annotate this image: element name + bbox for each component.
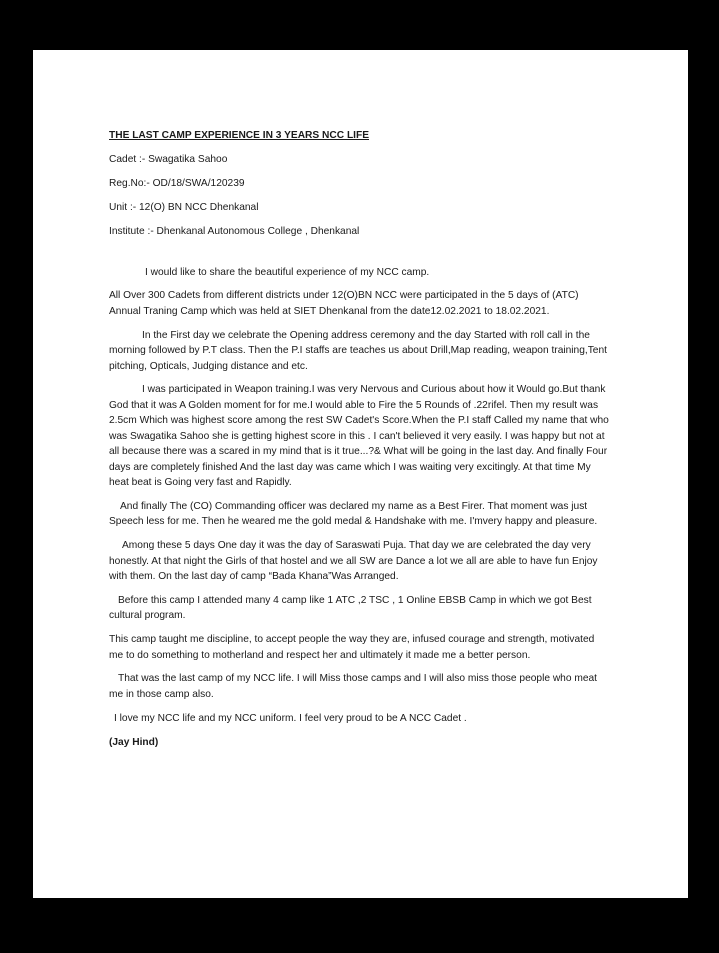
paragraph-lessons: This camp taught me discipline, to accept people the way they are, infused courage and strength, motivated me to do something to motherland and respect her and ultimately it made me a better person. bbox=[109, 634, 595, 661]
document-page bbox=[33, 50, 688, 898]
cadet-name: Cadet :- Swagatika Sahoo bbox=[109, 153, 228, 165]
paragraph-closing: I love my NCC life and my NCC uniform. I feel very proud to be A NCC Cadet . bbox=[114, 712, 467, 724]
institute: Institute :- Dhenkanal Autonomous College , Dhenkanal bbox=[109, 225, 360, 237]
paragraph-camp-details: All Over 300 Cadets from different districts under 12(O)BN NCC were participated in the 5 days of (ATC) Annual Traning Camp which was held at SIET Dhenkanal from the date12.02.2021 to 18.02.2021. bbox=[109, 290, 579, 317]
paragraph-last-camp: That was the last camp of my NCC life. I will Miss those camps and I will also miss those people who meat me in those camp also. bbox=[109, 673, 597, 700]
paragraph-best-firer: And finally The (CO) Commanding officer was declared my name as a Best Firer. That moment was just Speech less for me. Then he weared me the gold medal & Handshake with me. I'mvery happy and pleasure. bbox=[109, 500, 598, 528]
unit: Unit :- 12(O) BN NCC Dhenkanal bbox=[109, 201, 259, 213]
registration-number: Reg.No:- OD/18/SWA/120239 bbox=[109, 177, 245, 189]
document-title: THE LAST CAMP EXPERIENCE IN 3 YEARS NCC LIFE bbox=[109, 130, 370, 141]
document-body bbox=[109, 128, 609, 750]
paragraph-weapon-training: I was participated in Weapon training.I was very Nervous and Curious about how it Would go.But thank God that it was A Golden moment for for me.I would able to Fire the 5 Rounds of .22rifel. Then my result was 2.5cm Which was highest score among the rest SW Cadet's Score.When the P.I staff Called my name that who was Swagatika Sahoo she is getting highest score in this . I can't believed it very easily. I was happy but not at all because there was a scared in my mind that is it true...?& What will be going in the last day. And finally Four days are completely finished And the last day was came which I was waiting very excitingly. At that time My heat beat is Going very fast and Rapidly. bbox=[109, 384, 609, 488]
paragraph-previous-camps: Before this camp I attended many 4 camp like 1 ATC ,2 TSC , 1 Online EBSB Camp in which we got Best cultural program. bbox=[109, 594, 592, 622]
paragraph-intro: I would like to share the beautiful experience of my NCC camp. bbox=[145, 266, 430, 278]
spacer bbox=[109, 248, 609, 265]
paragraph-first-day: In the First day we celebrate the Opening address ceremony and the day Started with roll call in the morning followed by P.T class. Then the P.I staffs are teaches us about Drill,Map reading, weapon training,Tent pitching, Opticals, Judging distance and etc. bbox=[109, 329, 607, 372]
paragraph-saraswati-puja: Among these 5 days One day it was the day of Saraswati Puja. That day we are celebrated the day very honestly. At that night the Girls of that hostel and we all SW are Dance a lot we all are able to have fun Enjoy with them. On the last day of camp “Bada Khana”Was Arranged. bbox=[109, 540, 598, 582]
signoff: (Jay Hind) bbox=[109, 736, 159, 748]
